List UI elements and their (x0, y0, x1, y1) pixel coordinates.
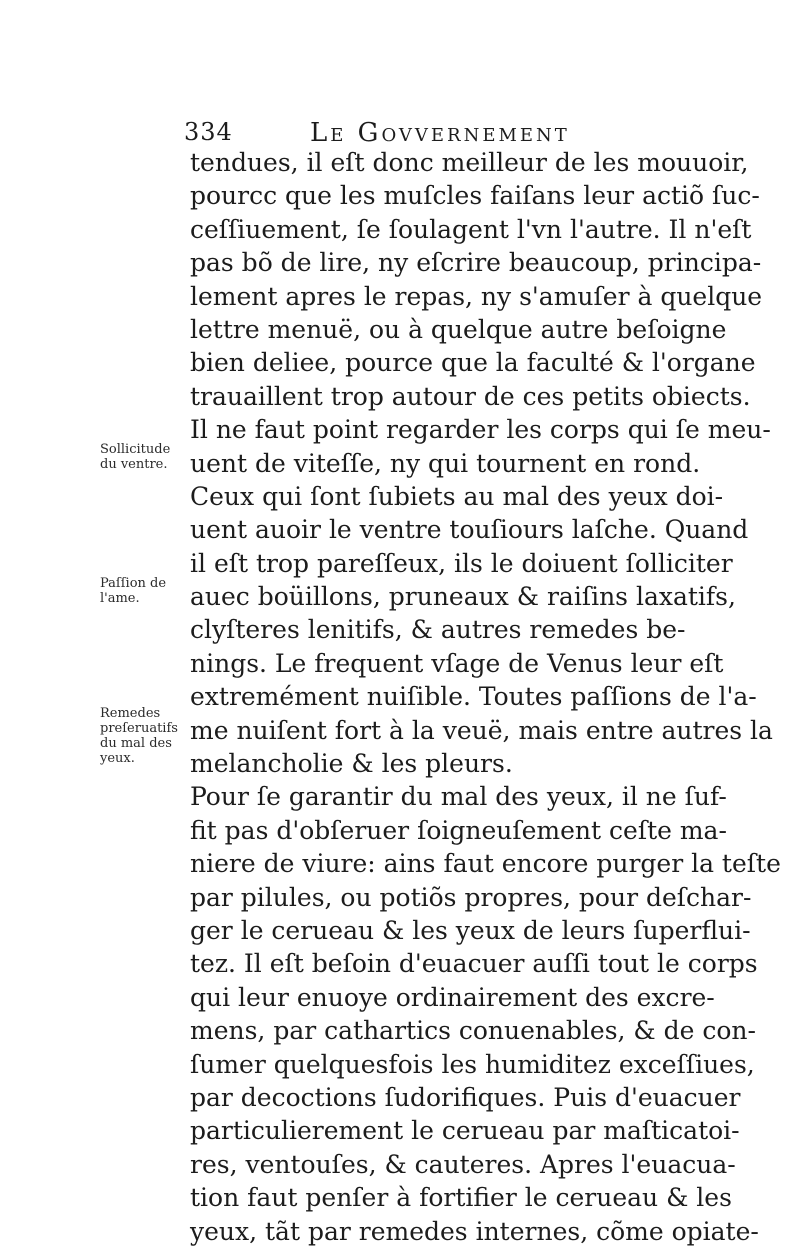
text-line: Pour ſe garantir du mal des yeux, il ne ſuf- (190, 782, 727, 812)
text-line: res, ventouſes, & cauteres. Apres l'euacua- (190, 1149, 736, 1179)
text-line: par pilules, ou potiõs propres, pour deſchar- (190, 882, 752, 912)
text-line: yeux, tãt par remedes internes, cõme opiate- (190, 1216, 759, 1246)
text-line: pourcc que les muſcles faiſans leur actiõ ſuc- (190, 181, 760, 211)
margin-note-line: Paſſion de (100, 576, 167, 591)
text-line: auec boüillons, pruneaux & raiſins laxatifs, (190, 582, 736, 612)
margin-note-line: du ventre. (100, 457, 168, 472)
text-line: extremément nuiſible. Toutes paſſions de l'a- (190, 682, 757, 712)
running-head: Le Govvernement (310, 118, 570, 148)
text-line: tez. Il eſt beſoin d'euacuer auſſi tout le corps (190, 949, 758, 979)
text-line: nings. Le frequent vſage de Venus leur eſt (190, 648, 724, 678)
text-line: mens, par cathartics conuenables, & de con- (190, 1016, 756, 1046)
body-text (190, 146, 781, 1248)
margin-note-line: l'ame. (100, 591, 140, 606)
text-line: trauaillent trop autour de ces petits obiects. (190, 381, 751, 411)
margin-note-line: du mal des (100, 736, 172, 751)
text-line: bien deliee, pource que la faculté & l'organe (190, 348, 756, 378)
text-line: particulierement le cerueau par maſticatoi- (190, 1116, 740, 1146)
margin-note-remedes (100, 706, 178, 766)
margin-note-line: Sollicitude (100, 442, 171, 457)
text-line: lettre menuë, ou à quelque autre beſoigne (190, 314, 727, 344)
text-line: melancholie & les pleurs. (190, 749, 513, 779)
text-line: ſumer quelquesfois les humiditez exceſſiues, (190, 1049, 755, 1079)
text-line: uent de viteſſe, ny qui tournent en rond. (190, 448, 701, 478)
text-line: niere de viure: ains faut encore purger la teſte (190, 849, 781, 879)
text-line: tendues, il eſt donc meilleur de les mouuoir, (190, 148, 749, 177)
text-line: Il ne faut point regarder les corps qui ſe meu- (190, 415, 771, 445)
margin-note-sollicitude (100, 442, 170, 472)
text-line: ceſſiuement, ſe ſoulagent l'vn l'autre. Il n'eſt (190, 214, 752, 244)
text-line: qui leur enuoye ordinairement des excre- (190, 982, 715, 1012)
margin-note-line: preſeruatifs (100, 721, 178, 736)
text-line: il eſt trop pareſſeux, ils le doiuent ſolliciter (190, 548, 733, 578)
text-line: ger le cerueau & les yeux de leurs ſuperflui- (190, 915, 751, 945)
text-line: clyſteres lenitifs, & autres remedes be- (190, 615, 686, 645)
text-line: lement apres le repas, ny s'amuſer à quelque (190, 281, 763, 311)
text-line: fit pas d'obſeruer ſoigneuſement ceſte ma- (190, 815, 727, 845)
page-number: 334 (184, 118, 233, 146)
margin-note-line: Remedes (100, 706, 161, 721)
text-line: tion faut penſer à fortifier le cerueau & les (190, 1183, 732, 1213)
margin-note-passion (100, 576, 166, 606)
text-line: uent auoir le ventre touſiours laſche. Quand (190, 515, 749, 545)
text-line: pas bõ de lire, ny eſcrire beaucoup, principa- (190, 248, 762, 278)
text-line: Ceux qui ſont ſubiets au mal des yeux doi- (190, 481, 724, 511)
text-line: par decoctions ſudorifiques. Puis d'euacuer (190, 1082, 741, 1112)
margin-note-line: yeux. (100, 751, 135, 766)
text-line: me nuiſent fort à la veuë, mais entre autres la (190, 715, 773, 745)
